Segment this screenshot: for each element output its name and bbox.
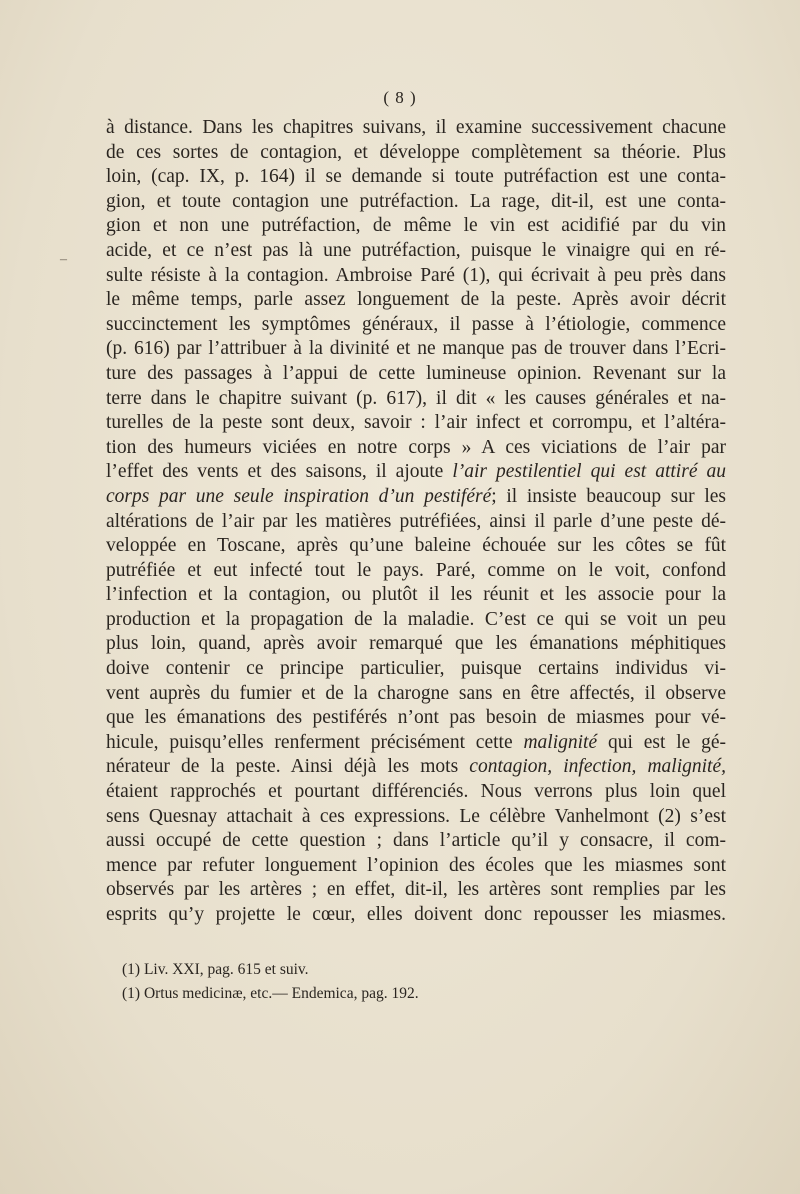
text-segment: altérations de l’air par les matières putréfiées, ainsi il parle d’une peste dé-: [106, 510, 726, 532]
text-segment: aussi occupé de cette question ; dans l’article qu’il y consacre, il com-: [106, 830, 726, 852]
text-line: [106, 362, 726, 387]
text-segment: observés par les artères ; en effet, dit-il, les artères sont remplies par les: [106, 879, 726, 901]
text-segment: à distance. Dans les chapitres suivans, il examine successivement chacune: [106, 117, 726, 138]
text-line: [106, 460, 726, 485]
footnotes: [122, 958, 722, 1006]
text-segment: ; il insiste beaucoup sur les: [491, 485, 726, 507]
text-segment: sulte résiste à la contagion. Ambroise Paré (1), qui écrivait à peu près dans: [106, 264, 726, 286]
text-segment: gion et non une putréfaction, de même le vin est acidifié par du vin: [106, 215, 726, 237]
text-line: [106, 190, 726, 215]
text-line: [106, 214, 726, 239]
text-line: [106, 510, 726, 535]
text-segment: que les émanations des pestiférés n’ont pas besoin de miasmes pour vé-: [106, 707, 726, 729]
text-line: [106, 903, 726, 928]
text-segment: doive contenir ce principe particulier, puisque certains individus vi-: [106, 658, 726, 680]
italic-text: contagion, infection, malignité,: [469, 756, 726, 778]
text-line: [106, 387, 726, 412]
text-line: [106, 583, 726, 608]
text-line: [106, 829, 726, 854]
text-segment: gion, et toute contagion une putréfaction. La rage, dit-il, est une conta-: [106, 190, 726, 212]
text-line: [106, 485, 726, 510]
text-line: [106, 632, 726, 657]
text-line: [106, 116, 726, 141]
text-line: [106, 559, 726, 584]
italic-text: l’air pestilentiel qui est attiré au: [452, 461, 726, 483]
text-segment: l’infection et la contagion, ou plutôt il les réunit et les associe pour la: [106, 584, 726, 606]
text-segment: terre dans le chapitre suivant (p. 617), il dit « les causes générales et na-: [106, 387, 726, 409]
footnote-1: (1) Liv. XXI, pag. 615 et suiv.: [122, 961, 309, 978]
text-segment: (p. 616) par l’attribuer à la divinité et ne manque pas de trouver dans l’Ecri-: [106, 338, 726, 360]
text-segment: turelles de la peste sont deux, savoir : l’air infect et corrompu, et l’altéra-: [106, 412, 726, 434]
text-line: [106, 731, 726, 756]
text-segment: ture des passages à l’appui de cette lumineuse opinion. Revenant sur la: [106, 362, 726, 384]
text-segment: qui est le gé-: [597, 731, 726, 753]
page-number: ( 8 ): [383, 88, 417, 107]
text-segment: esprits qu’y projette le cœur, elles doivent donc repousser les miasmes.: [106, 904, 726, 925]
text-segment: le même temps, parle assez longuement de la peste. Après avoir décrit: [106, 289, 726, 311]
text-segment: sens Quesnay attachait à ces expressions. Le célèbre Vanhelmont (2) s’est: [106, 805, 726, 827]
text-segment: loin, (cap. IX, p. 164) il se demande si toute putréfaction est une conta-: [106, 166, 726, 188]
text-line: [106, 608, 726, 633]
text-line: [106, 706, 726, 731]
body-text: [106, 116, 726, 928]
text-segment: étaient rapprochés et pourtant différenciés. Nous verrons plus loin quel: [106, 781, 726, 803]
text-segment: l’effet des vents et des saisons, il ajoute: [106, 461, 453, 483]
text-line: [106, 264, 726, 289]
text-line: [106, 755, 726, 780]
text-line: [106, 165, 726, 190]
text-line: [106, 239, 726, 264]
italic-text: corps par une seule inspiration d’un pestiféré: [106, 485, 492, 507]
text-segment: hicule, puisqu’elles renferment précisément cette: [106, 731, 524, 753]
italic-text: malignité: [523, 731, 598, 753]
text-line: [106, 878, 726, 903]
text-line: [106, 141, 726, 166]
text-line: [106, 288, 726, 313]
text-segment: veloppée en Toscane, après qu’une baleine échouée sur les côtes se fût: [106, 535, 726, 557]
text-segment: acide, et ce n’est pas là une putréfaction, puisque le vinaigre qui en ré-: [106, 239, 726, 261]
text-line: [106, 337, 726, 362]
text-line: [106, 682, 726, 707]
text-segment: vent auprès du fumier et de la charogne sans en être affectés, il observe: [106, 682, 726, 704]
text-segment: tion des humeurs viciées en notre corps » A ces viciations de l’air par: [106, 436, 726, 458]
text-segment: production et la propagation de la maladie. C’est ce qui se voit un peu: [106, 608, 726, 630]
text-line: [106, 854, 726, 879]
text-line: [106, 657, 726, 682]
text-line: [106, 805, 726, 830]
text-line: [106, 780, 726, 805]
text-line: [106, 411, 726, 436]
text-segment: nérateur de la peste. Ainsi déjà les mots: [106, 756, 470, 778]
text-segment: putréfiée et eut infecté tout le pays. Paré, comme on le voit, confond: [106, 559, 726, 581]
text-segment: succinctement les symptômes généraux, il passe à l’étiologie, commence: [106, 313, 726, 335]
footnote-2: (1) Ortus medicinæ, etc.— Endemica, pag. 192.: [122, 985, 419, 1002]
text-segment: de ces sortes de contagion, et développe complètement sa théorie. Plus: [106, 141, 726, 163]
margin-dash: –: [60, 252, 67, 267]
text-line: [106, 436, 726, 461]
text-line: [106, 534, 726, 559]
text-segment: mence par refuter longuement l’opinion des écoles que les miasmes sont: [106, 854, 726, 876]
text-line: [106, 313, 726, 338]
text-segment: plus loin, quand, après avoir remarqué que les émanations méphitiques: [106, 633, 726, 655]
